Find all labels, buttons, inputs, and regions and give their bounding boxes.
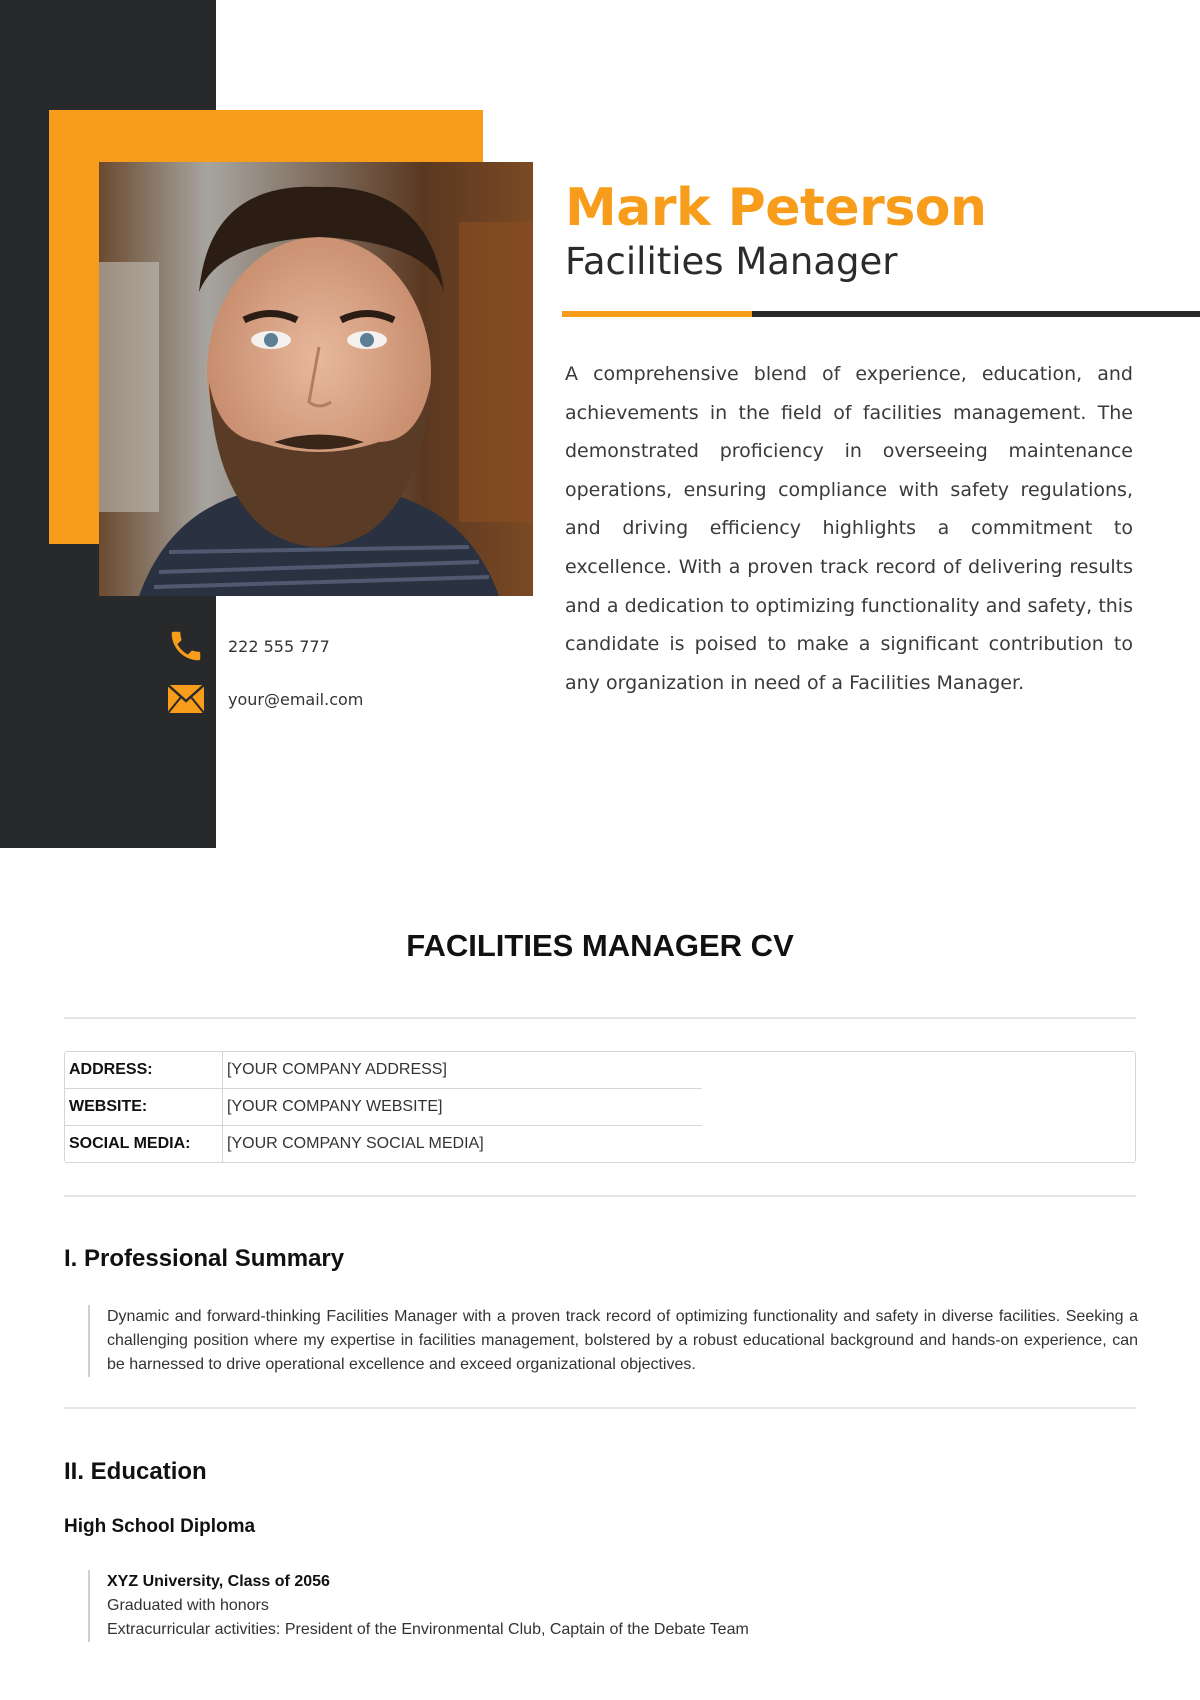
info-value-address: [YOUR COMPANY ADDRESS] bbox=[223, 1052, 703, 1089]
email-address: your@email.com bbox=[228, 689, 364, 709]
school-name: XYZ University, Class of 2056 bbox=[107, 1573, 330, 1590]
table-row bbox=[65, 1126, 702, 1163]
profile-photo bbox=[99, 162, 533, 596]
divider bbox=[64, 1017, 1136, 1019]
contact-phone bbox=[166, 626, 330, 666]
info-value-website: [YOUR COMPANY WEBSITE] bbox=[223, 1089, 703, 1126]
divider-dark bbox=[752, 311, 1200, 317]
info-value-social: [YOUR COMPANY SOCIAL MEDIA] bbox=[227, 1135, 484, 1152]
section-heading-summary: I. Professional Summary bbox=[64, 1245, 345, 1272]
company-info-table bbox=[65, 1052, 702, 1162]
company-info-box bbox=[64, 1051, 1136, 1163]
divider bbox=[64, 1407, 1136, 1409]
info-label-website: WEBSITE: bbox=[65, 1089, 223, 1126]
table-row bbox=[65, 1052, 702, 1089]
candidate-name: Mark Peterson bbox=[565, 178, 987, 238]
intro-paragraph: A comprehensive blend of experience, education, and achievements in the field of facilities management. The demonstrated proficiency in overseeing maintenance operations, ensuring compliance with safety regulations, and driving efficiency highlights a commitment to excellence. With a proven track record of delivering results and a dedication to optimizing functionality and safety, this candidate is poised to make a significant contribution to any organization in need of a Facilities Manager. bbox=[565, 363, 1133, 694]
info-label-address: ADDRESS: bbox=[65, 1052, 223, 1089]
section-heading-education: II. Education bbox=[64, 1458, 207, 1485]
phone-number: 222 555 777 bbox=[228, 636, 330, 656]
envelope-icon bbox=[166, 679, 206, 719]
activities-text: Extracurricular activities: President of the Environmental Club, Captain of the Debate Team bbox=[107, 1621, 749, 1638]
document-title: FACILITIES MANAGER CV bbox=[406, 928, 794, 963]
contact-email bbox=[166, 679, 363, 719]
education-block bbox=[88, 1570, 1138, 1642]
info-label-social: SOCIAL MEDIA: bbox=[65, 1126, 223, 1163]
divider bbox=[64, 1195, 1136, 1197]
table-row bbox=[65, 1089, 702, 1126]
honors-text: Graduated with honors bbox=[107, 1597, 269, 1614]
summary-text: Dynamic and forward-thinking Facilities Manager with a proven track record of optimizing functionality and safety in diverse facilities. Seeking a challenging position where my expertise in facilities management, bolstered by a robust educational background and hands-on experience, can be harnessed to drive operational excellence and exceed organizational objectives. bbox=[107, 1308, 1138, 1373]
phone-icon bbox=[166, 626, 206, 666]
candidate-role: Facilities Manager bbox=[565, 240, 898, 283]
degree-title: High School Diploma bbox=[64, 1516, 256, 1537]
divider-accent bbox=[562, 311, 752, 317]
summary-block bbox=[88, 1305, 1138, 1377]
